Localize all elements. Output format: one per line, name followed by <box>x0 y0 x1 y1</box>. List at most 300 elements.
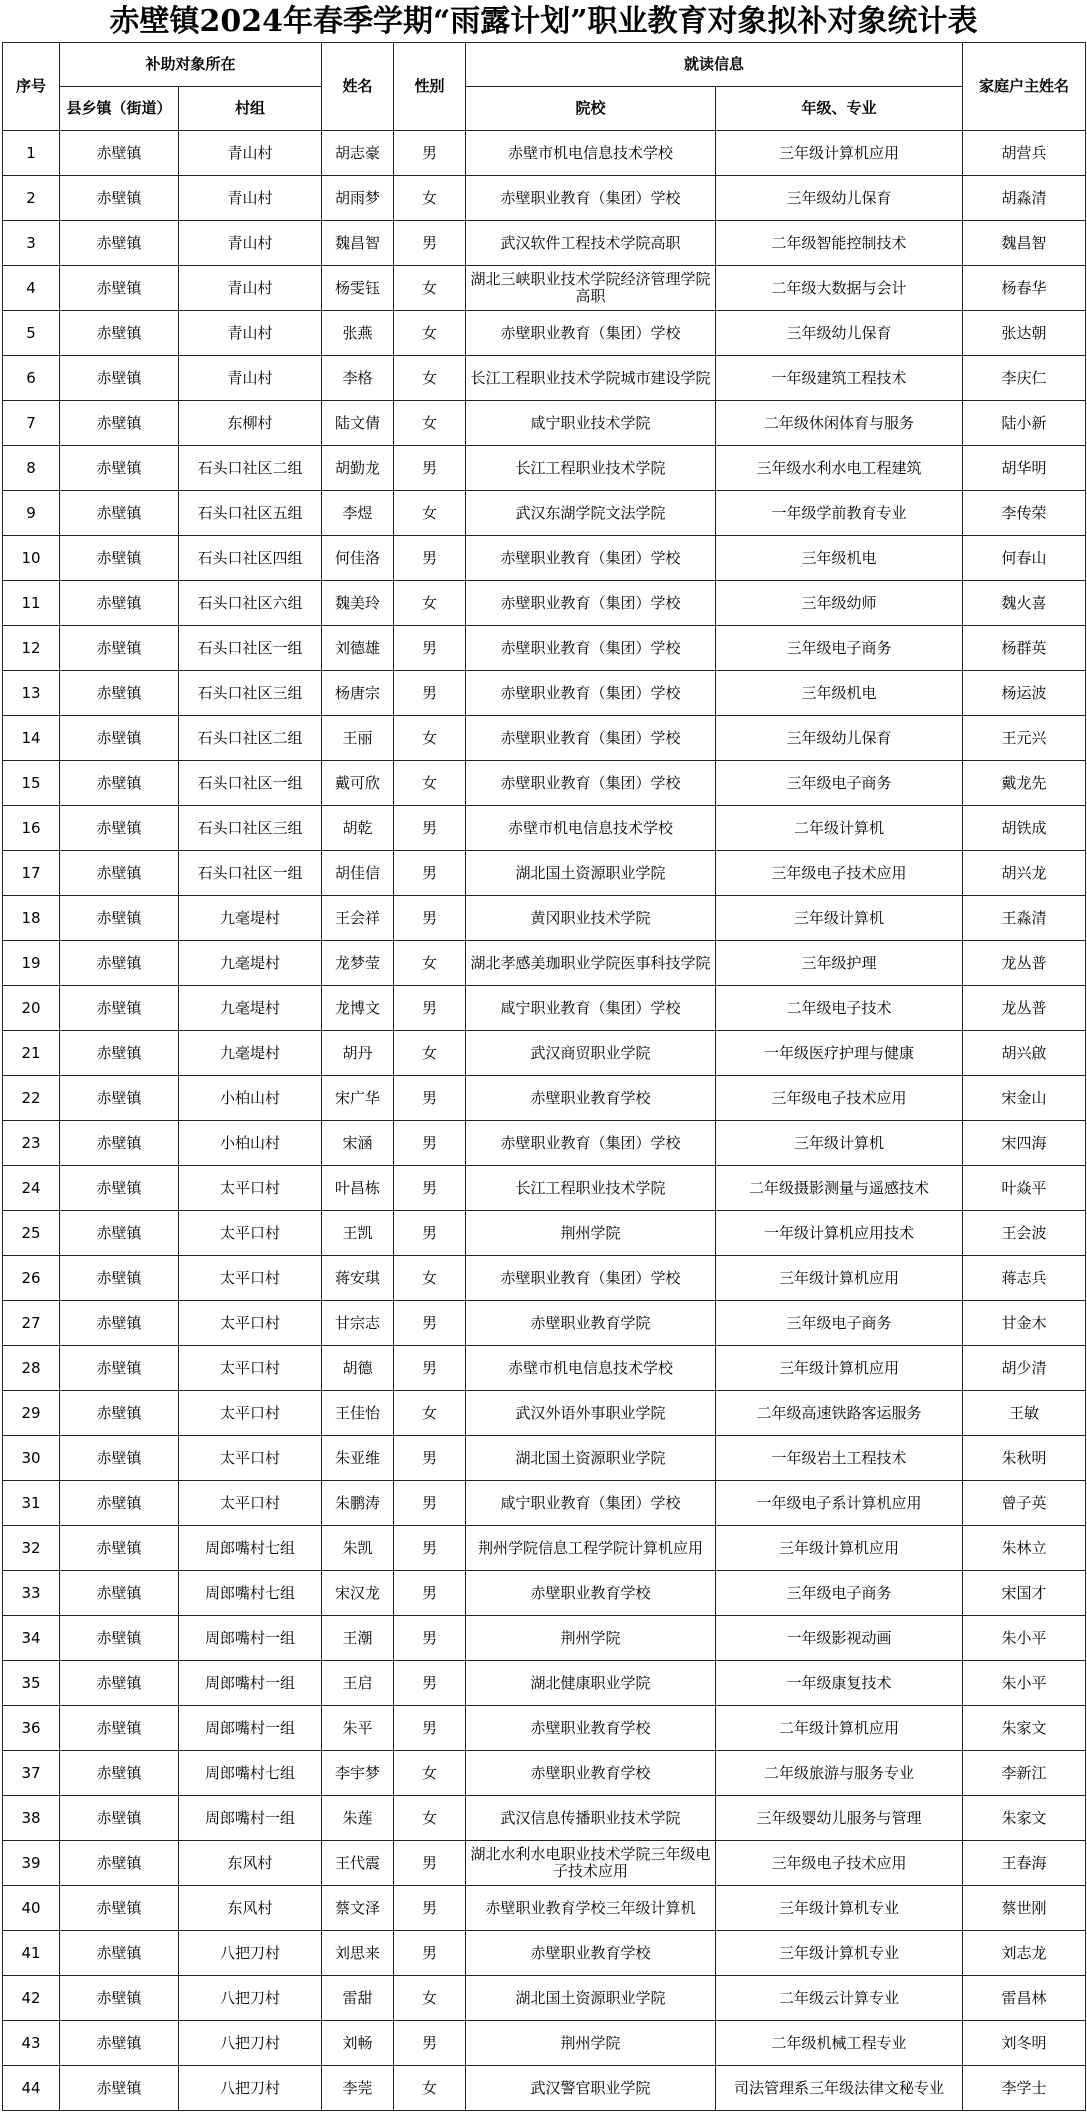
cell-name: 蔡文泽 <box>322 1886 394 1931</box>
cell-sex: 女 <box>394 2066 466 2111</box>
cell-sex: 男 <box>394 671 466 716</box>
cell-name: 蒋安琪 <box>322 1256 394 1301</box>
cell-name: 胡佳信 <box>322 851 394 896</box>
cell-name: 戴可欣 <box>322 761 394 806</box>
cell-no: 4 <box>3 266 60 311</box>
cell-name: 朱鹏涛 <box>322 1481 394 1526</box>
cell-household-head: 杨春华 <box>963 266 1086 311</box>
cell-name: 胡志豪 <box>322 131 394 176</box>
cell-sex: 男 <box>394 1616 466 1661</box>
cell-village: 周郎嘴村一组 <box>179 1661 322 1706</box>
table-row <box>3 221 1086 266</box>
cell-major: 一年级电子系计算机应用 <box>716 1481 963 1526</box>
cell-household-head: 杨运波 <box>963 671 1086 716</box>
cell-name: 王丽 <box>322 716 394 761</box>
cell-school: 湖北国土资源职业学院 <box>466 1436 716 1481</box>
cell-no: 29 <box>3 1391 60 1436</box>
cell-major: 二年级计算机 <box>716 806 963 851</box>
cell-no: 33 <box>3 1571 60 1616</box>
table-row <box>3 1436 1086 1481</box>
cell-no: 34 <box>3 1616 60 1661</box>
table-row <box>3 2021 1086 2066</box>
cell-village: 太平口村 <box>179 1436 322 1481</box>
cell-no: 36 <box>3 1706 60 1751</box>
cell-sex: 男 <box>394 896 466 941</box>
cell-village: 石头口社区四组 <box>179 536 322 581</box>
cell-no: 6 <box>3 356 60 401</box>
cell-sex: 女 <box>394 1391 466 1436</box>
cell-household-head: 龙丛普 <box>963 986 1086 1031</box>
cell-sex: 男 <box>394 1841 466 1886</box>
cell-school: 赤壁职业教育学校 <box>466 1571 716 1616</box>
cell-village: 太平口村 <box>179 1481 322 1526</box>
cell-no: 23 <box>3 1121 60 1166</box>
header-location-group: 补助对象所在 <box>60 43 322 87</box>
cell-school: 武汉商贸职业学院 <box>466 1031 716 1076</box>
cell-no: 32 <box>3 1526 60 1571</box>
cell-school: 湖北健康职业学院 <box>466 1661 716 1706</box>
cell-sex: 男 <box>394 1121 466 1166</box>
cell-town: 赤壁镇 <box>60 131 179 176</box>
cell-town: 赤壁镇 <box>60 1841 179 1886</box>
cell-village: 石头口社区一组 <box>179 851 322 896</box>
cell-village: 石头口社区一组 <box>179 761 322 806</box>
cell-household-head: 胡铁成 <box>963 806 1086 851</box>
cell-sex: 男 <box>394 536 466 581</box>
cell-name: 魏昌智 <box>322 221 394 266</box>
cell-no: 22 <box>3 1076 60 1121</box>
cell-town: 赤壁镇 <box>60 1796 179 1841</box>
cell-no: 10 <box>3 536 60 581</box>
cell-major: 一年级医疗护理与健康 <box>716 1031 963 1076</box>
cell-sex: 男 <box>394 851 466 896</box>
cell-major: 三年级婴幼儿服务与管理 <box>716 1796 963 1841</box>
table-row <box>3 761 1086 806</box>
cell-name: 刘德雄 <box>322 626 394 671</box>
cell-town: 赤壁镇 <box>60 851 179 896</box>
cell-name: 张燕 <box>322 311 394 356</box>
cell-major: 二年级计算机应用 <box>716 1706 963 1751</box>
cell-town: 赤壁镇 <box>60 1661 179 1706</box>
cell-sex: 女 <box>394 1796 466 1841</box>
cell-no: 14 <box>3 716 60 761</box>
cell-town: 赤壁镇 <box>60 986 179 1031</box>
table-row <box>3 1976 1086 2021</box>
cell-household-head: 曾子英 <box>963 1481 1086 1526</box>
cell-village: 八把刀村 <box>179 1931 322 1976</box>
cell-village: 石头口社区二组 <box>179 716 322 761</box>
cell-school: 赤壁职业教育（集团）学校 <box>466 311 716 356</box>
cell-major: 三年级幼儿保育 <box>716 176 963 221</box>
cell-village: 九毫堤村 <box>179 896 322 941</box>
cell-major: 三年级计算机应用 <box>716 1256 963 1301</box>
cell-major: 三年级电子商务 <box>716 1571 963 1616</box>
cell-household-head: 宋金山 <box>963 1076 1086 1121</box>
cell-school: 武汉信息传播职业技术学院 <box>466 1796 716 1841</box>
cell-major: 三年级电子商务 <box>716 761 963 806</box>
table-row <box>3 1616 1086 1661</box>
cell-village: 太平口村 <box>179 1391 322 1436</box>
cell-household-head: 何春山 <box>963 536 1086 581</box>
cell-village: 九毫堤村 <box>179 941 322 986</box>
cell-major: 三年级计算机应用 <box>716 131 963 176</box>
cell-school: 武汉软件工程技术学院高职 <box>466 221 716 266</box>
cell-household-head: 宋四海 <box>963 1121 1086 1166</box>
table-row <box>3 626 1086 671</box>
cell-household-head: 陆小新 <box>963 401 1086 446</box>
cell-major: 三年级电子技术应用 <box>716 851 963 896</box>
cell-sex: 女 <box>394 941 466 986</box>
cell-no: 25 <box>3 1211 60 1256</box>
cell-village: 石头口社区五组 <box>179 491 322 536</box>
cell-household-head: 王元兴 <box>963 716 1086 761</box>
cell-household-head: 王敏 <box>963 1391 1086 1436</box>
cell-major: 三年级计算机专业 <box>716 1886 963 1931</box>
cell-household-head: 张达朝 <box>963 311 1086 356</box>
cell-major: 一年级学前教育专业 <box>716 491 963 536</box>
cell-village: 石头口社区一组 <box>179 626 322 671</box>
table-row <box>3 1391 1086 1436</box>
cell-school: 武汉东湖学院文法学院 <box>466 491 716 536</box>
cell-town: 赤壁镇 <box>60 221 179 266</box>
cell-major: 二年级电子技术 <box>716 986 963 1031</box>
cell-town: 赤壁镇 <box>60 761 179 806</box>
cell-sex: 女 <box>394 176 466 221</box>
cell-no: 31 <box>3 1481 60 1526</box>
cell-name: 宋广华 <box>322 1076 394 1121</box>
cell-household-head: 宋国才 <box>963 1571 1086 1616</box>
cell-school: 赤壁职业教育学校 <box>466 1751 716 1796</box>
cell-name: 王潮 <box>322 1616 394 1661</box>
cell-school: 长江工程职业技术学院 <box>466 1166 716 1211</box>
cell-no: 41 <box>3 1931 60 1976</box>
cell-no: 2 <box>3 176 60 221</box>
cell-no: 17 <box>3 851 60 896</box>
cell-town: 赤壁镇 <box>60 491 179 536</box>
cell-town: 赤壁镇 <box>60 1121 179 1166</box>
cell-sex: 女 <box>394 1976 466 2021</box>
cell-school: 湖北国土资源职业学院 <box>466 851 716 896</box>
cell-name: 魏美玲 <box>322 581 394 626</box>
cell-household-head: 刘志龙 <box>963 1931 1086 1976</box>
cell-school: 赤壁职业教育（集团）学校 <box>466 716 716 761</box>
cell-sex: 男 <box>394 626 466 671</box>
cell-town: 赤壁镇 <box>60 1616 179 1661</box>
table-row <box>3 1481 1086 1526</box>
cell-major: 二年级休闲体育与服务 <box>716 401 963 446</box>
cell-household-head: 李学士 <box>963 2066 1086 2111</box>
statistics-table <box>2 42 1086 2111</box>
cell-major: 三年级计算机专业 <box>716 1931 963 1976</box>
table-row <box>3 941 1086 986</box>
cell-sex: 女 <box>394 311 466 356</box>
cell-village: 周郎嘴村一组 <box>179 1706 322 1751</box>
cell-village: 小柏山村 <box>179 1121 322 1166</box>
cell-major: 二年级机械工程专业 <box>716 2021 963 2066</box>
cell-no: 27 <box>3 1301 60 1346</box>
cell-school: 湖北孝感美珈职业学院医事科技学院 <box>466 941 716 986</box>
cell-town: 赤壁镇 <box>60 1391 179 1436</box>
cell-household-head: 龙丛普 <box>963 941 1086 986</box>
table-row <box>3 806 1086 851</box>
cell-household-head: 朱家文 <box>963 1796 1086 1841</box>
cell-no: 19 <box>3 941 60 986</box>
page-title: 赤壁镇2024年春季学期“雨露计划”职业教育对象拟补对象统计表 <box>109 4 978 39</box>
table-row <box>3 491 1086 536</box>
cell-name: 李格 <box>322 356 394 401</box>
cell-town: 赤壁镇 <box>60 1436 179 1481</box>
cell-household-head: 杨群英 <box>963 626 1086 671</box>
cell-no: 20 <box>3 986 60 1031</box>
cell-no: 9 <box>3 491 60 536</box>
cell-household-head: 李庆仁 <box>963 356 1086 401</box>
cell-household-head: 胡华明 <box>963 446 1086 491</box>
cell-name: 刘思来 <box>322 1931 394 1976</box>
cell-school: 赤壁职业教育（集团）学校 <box>466 1256 716 1301</box>
cell-no: 38 <box>3 1796 60 1841</box>
table-row <box>3 1706 1086 1751</box>
cell-sex: 男 <box>394 1076 466 1121</box>
cell-name: 朱凯 <box>322 1526 394 1571</box>
header-name: 姓名 <box>322 43 394 131</box>
cell-town: 赤壁镇 <box>60 311 179 356</box>
cell-village: 青山村 <box>179 356 322 401</box>
cell-school: 武汉警官职业学院 <box>466 2066 716 2111</box>
cell-sex: 女 <box>394 1256 466 1301</box>
cell-school: 荆州学院信息工程学院计算机应用 <box>466 1526 716 1571</box>
cell-sex: 男 <box>394 2021 466 2066</box>
cell-town: 赤壁镇 <box>60 2066 179 2111</box>
cell-no: 30 <box>3 1436 60 1481</box>
cell-school: 赤壁职业教育（集团）学校 <box>466 761 716 806</box>
cell-name: 王佳怡 <box>322 1391 394 1436</box>
cell-name: 胡乾 <box>322 806 394 851</box>
cell-sex: 男 <box>394 1886 466 1931</box>
cell-household-head: 王会波 <box>963 1211 1086 1256</box>
cell-sex: 女 <box>394 1031 466 1076</box>
table-row <box>3 896 1086 941</box>
cell-household-head: 李新江 <box>963 1751 1086 1796</box>
cell-sex: 男 <box>394 446 466 491</box>
cell-no: 3 <box>3 221 60 266</box>
table-row <box>3 1796 1086 1841</box>
cell-sex: 男 <box>394 806 466 851</box>
table-row <box>3 446 1086 491</box>
cell-village: 周郎嘴村一组 <box>179 1796 322 1841</box>
cell-town: 赤壁镇 <box>60 1931 179 1976</box>
cell-name: 朱平 <box>322 1706 394 1751</box>
cell-school: 赤壁市机电信息技术学校 <box>466 131 716 176</box>
cell-school: 赤壁职业教育（集团）学校 <box>466 671 716 716</box>
cell-town: 赤壁镇 <box>60 1256 179 1301</box>
cell-town: 赤壁镇 <box>60 671 179 716</box>
cell-name: 甘宗志 <box>322 1301 394 1346</box>
cell-sex: 女 <box>394 1751 466 1796</box>
table-body <box>3 131 1086 2111</box>
table-row <box>3 1031 1086 1076</box>
cell-town: 赤壁镇 <box>60 356 179 401</box>
cell-school: 赤壁职业教育学校 <box>466 1706 716 1751</box>
cell-household-head: 胡兴啟 <box>963 1031 1086 1076</box>
table-row <box>3 1751 1086 1796</box>
cell-household-head: 甘金木 <box>963 1301 1086 1346</box>
cell-village: 九毫堤村 <box>179 1031 322 1076</box>
cell-household-head: 叶焱平 <box>963 1166 1086 1211</box>
cell-major: 三年级护理 <box>716 941 963 986</box>
cell-town: 赤壁镇 <box>60 716 179 761</box>
cell-no: 12 <box>3 626 60 671</box>
cell-sex: 女 <box>394 761 466 806</box>
cell-no: 15 <box>3 761 60 806</box>
cell-name: 胡丹 <box>322 1031 394 1076</box>
cell-sex: 男 <box>394 1301 466 1346</box>
cell-village: 周郎嘴村七组 <box>179 1571 322 1616</box>
cell-village: 青山村 <box>179 266 322 311</box>
cell-no: 21 <box>3 1031 60 1076</box>
cell-school: 赤壁职业教育学校 <box>466 1076 716 1121</box>
cell-school: 咸宁职业技术学院 <box>466 401 716 446</box>
cell-school: 黄冈职业技术学院 <box>466 896 716 941</box>
cell-town: 赤壁镇 <box>60 266 179 311</box>
cell-town: 赤壁镇 <box>60 941 179 986</box>
table-row <box>3 716 1086 761</box>
cell-name: 宋汉龙 <box>322 1571 394 1616</box>
cell-no: 42 <box>3 1976 60 2021</box>
cell-household-head: 朱小平 <box>963 1616 1086 1661</box>
cell-village: 青山村 <box>179 176 322 221</box>
table-row <box>3 311 1086 356</box>
cell-town: 赤壁镇 <box>60 1211 179 1256</box>
cell-household-head: 蔡世刚 <box>963 1886 1086 1931</box>
cell-household-head: 雷昌林 <box>963 1976 1086 2021</box>
cell-no: 16 <box>3 806 60 851</box>
cell-village: 东风村 <box>179 1841 322 1886</box>
cell-town: 赤壁镇 <box>60 176 179 221</box>
header-major: 年级、专业 <box>716 87 963 131</box>
cell-sex: 女 <box>394 716 466 761</box>
cell-household-head: 王淼清 <box>963 896 1086 941</box>
cell-village: 太平口村 <box>179 1211 322 1256</box>
cell-name: 胡德 <box>322 1346 394 1391</box>
cell-school: 赤壁职业教育学校 <box>466 1931 716 1976</box>
cell-town: 赤壁镇 <box>60 536 179 581</box>
cell-major: 三年级计算机 <box>716 1121 963 1166</box>
header-study-group: 就读信息 <box>466 43 963 87</box>
header-school: 院校 <box>466 87 716 131</box>
cell-name: 李莞 <box>322 2066 394 2111</box>
cell-no: 24 <box>3 1166 60 1211</box>
cell-no: 13 <box>3 671 60 716</box>
cell-major: 三年级幼儿保育 <box>716 716 963 761</box>
cell-major: 一年级计算机应用技术 <box>716 1211 963 1256</box>
cell-name: 李煜 <box>322 491 394 536</box>
cell-school: 赤壁市机电信息技术学校 <box>466 806 716 851</box>
cell-town: 赤壁镇 <box>60 581 179 626</box>
cell-major: 三年级幼师 <box>716 581 963 626</box>
cell-village: 八把刀村 <box>179 2066 322 2111</box>
cell-town: 赤壁镇 <box>60 1031 179 1076</box>
cell-household-head: 朱林立 <box>963 1526 1086 1571</box>
cell-school: 赤壁职业教育（集团）学校 <box>466 536 716 581</box>
table-row <box>3 176 1086 221</box>
cell-major: 三年级计算机应用 <box>716 1526 963 1571</box>
cell-town: 赤壁镇 <box>60 626 179 671</box>
cell-name: 龙梦莹 <box>322 941 394 986</box>
table-row <box>3 536 1086 581</box>
cell-school: 赤壁职业教育（集团）学校 <box>466 581 716 626</box>
cell-school: 荆州学院 <box>466 2021 716 2066</box>
cell-village: 小柏山村 <box>179 1076 322 1121</box>
cell-town: 赤壁镇 <box>60 446 179 491</box>
cell-name: 王会祥 <box>322 896 394 941</box>
cell-school: 武汉外语外事职业学院 <box>466 1391 716 1436</box>
cell-no: 26 <box>3 1256 60 1301</box>
cell-town: 赤壁镇 <box>60 1526 179 1571</box>
cell-household-head: 朱秋明 <box>963 1436 1086 1481</box>
cell-major: 三年级电子商务 <box>716 626 963 671</box>
table-row <box>3 1886 1086 1931</box>
table-row <box>3 1346 1086 1391</box>
cell-household-head: 李传荣 <box>963 491 1086 536</box>
cell-name: 杨雯钰 <box>322 266 394 311</box>
cell-no: 28 <box>3 1346 60 1391</box>
cell-sex: 男 <box>394 1211 466 1256</box>
cell-household-head: 魏火喜 <box>963 581 1086 626</box>
cell-village: 青山村 <box>179 131 322 176</box>
cell-name: 龙博文 <box>322 986 394 1031</box>
cell-town: 赤壁镇 <box>60 806 179 851</box>
cell-no: 18 <box>3 896 60 941</box>
cell-village: 东柳村 <box>179 401 322 446</box>
cell-major: 一年级康复技术 <box>716 1661 963 1706</box>
header-sex: 性别 <box>394 43 466 131</box>
cell-village: 东风村 <box>179 1886 322 1931</box>
table-row <box>3 1571 1086 1616</box>
cell-major: 三年级幼儿保育 <box>716 311 963 356</box>
cell-name: 王凯 <box>322 1211 394 1256</box>
cell-village: 周郎嘴村七组 <box>179 1751 322 1796</box>
cell-school: 赤壁职业教育（集团）学校 <box>466 626 716 671</box>
cell-household-head: 胡少清 <box>963 1346 1086 1391</box>
cell-major: 三年级计算机 <box>716 896 963 941</box>
cell-school: 湖北国土资源职业学院 <box>466 1976 716 2021</box>
cell-name: 刘畅 <box>322 2021 394 2066</box>
cell-major: 二年级高速铁路客运服务 <box>716 1391 963 1436</box>
table-header <box>3 43 1086 131</box>
cell-name: 叶昌栋 <box>322 1166 394 1211</box>
table-row <box>3 1526 1086 1571</box>
cell-sex: 男 <box>394 1706 466 1751</box>
cell-household-head: 胡营兵 <box>963 131 1086 176</box>
cell-village: 石头口社区六组 <box>179 581 322 626</box>
table-row <box>3 356 1086 401</box>
cell-school: 赤壁职业教育（集团）学校 <box>466 1121 716 1166</box>
cell-name: 杨唐宗 <box>322 671 394 716</box>
cell-household-head: 胡淼清 <box>963 176 1086 221</box>
cell-major: 三年级计算机应用 <box>716 1346 963 1391</box>
table-row <box>3 131 1086 176</box>
cell-no: 43 <box>3 2021 60 2066</box>
header-town: 县乡镇（街道） <box>60 87 179 131</box>
cell-school: 赤壁职业教育学院 <box>466 1301 716 1346</box>
cell-no: 8 <box>3 446 60 491</box>
cell-school: 赤壁市机电信息技术学校 <box>466 1346 716 1391</box>
cell-village: 周郎嘴村七组 <box>179 1526 322 1571</box>
cell-school: 长江工程职业技术学院 <box>466 446 716 491</box>
cell-major: 二年级摄影测量与遥感技术 <box>716 1166 963 1211</box>
cell-name: 宋涵 <box>322 1121 394 1166</box>
cell-no: 44 <box>3 2066 60 2111</box>
